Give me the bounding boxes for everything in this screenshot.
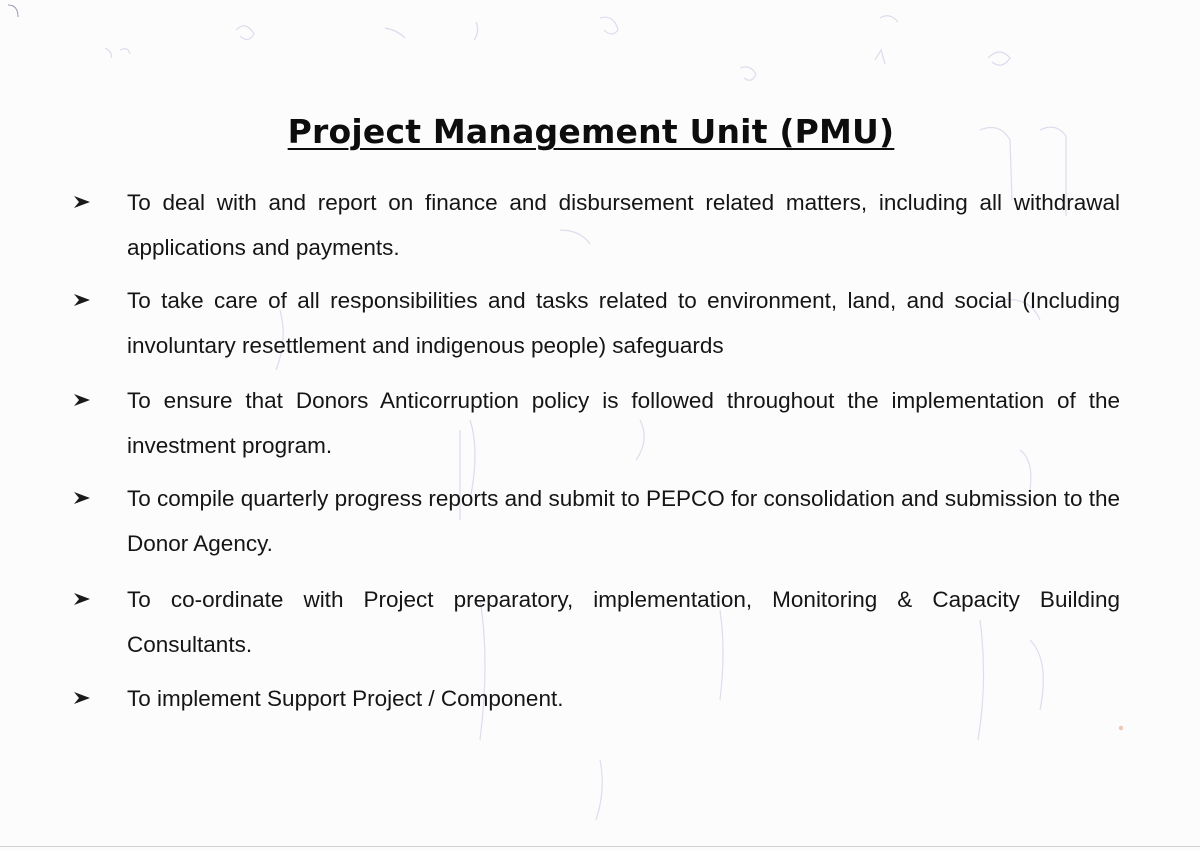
arrowhead-bullet-icon — [72, 392, 92, 412]
arrowhead-bullet-icon — [72, 194, 92, 214]
list-item: To deal with and report on finance and disbursement related matters, including all withdrawal applications and payments. — [127, 190, 1120, 260]
arrowhead-bullet-icon — [72, 690, 92, 710]
arrowhead-bullet-icon — [72, 591, 92, 611]
list-item: To compile quarterly progress reports and submit to PEPCO for consolidation and submission to the Donor Agency. — [127, 486, 1120, 556]
list-item: To take care of all responsibilities and tasks related to environment, land, and social (Including involuntary resettlement and indigenous people) safeguards — [127, 288, 1120, 358]
page-bottom-edge — [0, 846, 1200, 847]
arrowhead-bullet-icon — [72, 292, 92, 312]
page-title: Project Management Unit (PMU) — [287, 112, 895, 151]
arrowhead-bullet-icon — [72, 490, 92, 510]
list-item: To implement Support Project / Component. — [127, 686, 564, 711]
list-item: To ensure that Donors Anticorruption policy is followed throughout the implementation of the investment program. — [127, 388, 1120, 458]
list-item: To co-ordinate with Project preparatory, implementation, Monitoring & Capacity Building Consultants. — [127, 587, 1120, 657]
